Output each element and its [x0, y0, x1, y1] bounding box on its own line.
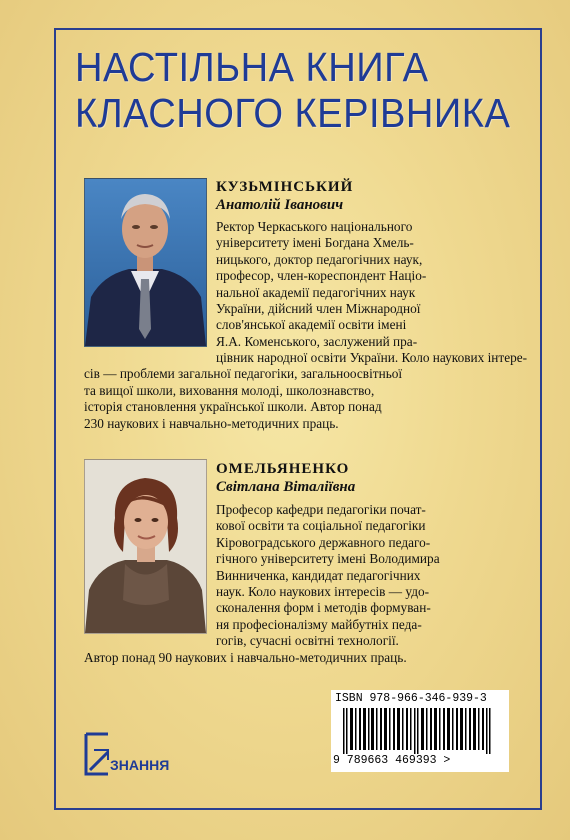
author1-given-names: Анатолій Іванович — [216, 197, 344, 213]
author1-bio-line: 230 наукових і навчально-методичних праць. — [84, 415, 339, 431]
barcode-icon — [337, 708, 501, 754]
author1-bio-line: та вищої школи, виховання молоді, школознавство, — [84, 382, 375, 398]
author2-bio-line: Професор кафедри педагогіки почат- — [216, 502, 426, 517]
author1-bio-line: сів — проблеми загальної педагогіки, загальноосвітньої — [84, 366, 403, 382]
author2-bio-line: Автор понад 90 наукових і навчально-методичних праць. — [84, 650, 407, 665]
author1-bio-line: університету імені Богдана Хмель- — [216, 235, 414, 251]
ean-number: 9 789663 469393 > — [333, 754, 451, 767]
author1-name — [216, 178, 353, 214]
author2-bio-line: Винниченка, кандидат педагогічних — [216, 567, 421, 583]
author1-bio-top — [216, 219, 426, 350]
author2-bio-line: кової освіти та соціальної педагогіки — [216, 518, 426, 534]
author1-bio-line: цівник народної освіти України. Коло наукових інтере- — [216, 350, 528, 365]
author2-surname: ОМЕЛЬЯНЕНКО — [216, 461, 350, 477]
author2-bio-line: гогів, сучасні освітні технології. — [216, 633, 399, 649]
author2-photo — [84, 459, 207, 634]
author1-bio-line: Я.А. Коменського, заслужений пра- — [216, 333, 418, 349]
author1-photo — [84, 178, 207, 347]
author1-bio-line: України, дійсний член Міжнародної — [216, 301, 421, 317]
author1-bio-line: ницького, доктор педагогічних наук, — [216, 251, 423, 267]
author1-bio-line: історія становлення української школи. Автор понад — [84, 399, 382, 415]
man-portrait-icon — [85, 179, 206, 346]
author1-bio-line: Ректор Черкаського національного — [216, 219, 413, 234]
publisher-name: ЗНАННЯ — [110, 757, 170, 773]
isbn-label: ISBN 978-966-346-939-3 — [335, 692, 487, 705]
author1-surname: КУЗЬМІНСЬКИЙ — [216, 179, 354, 195]
book-title — [75, 44, 511, 136]
author1-bio-line: нальної академії педагогічних наук — [216, 284, 416, 300]
author2-given-names: Світлана Віталіївна — [216, 479, 356, 495]
author1-bio-line: професор, член-кореспондент Націо- — [216, 268, 427, 284]
title-line-1: НАСТІЛЬНА КНИГА — [75, 44, 429, 90]
author2-name — [216, 460, 355, 496]
author2-bio-line: Кіровоградського державного педаго- — [216, 534, 431, 550]
author2-bio-line: сконалення форм і методів формуван- — [216, 600, 431, 616]
author1-bio-bottom — [84, 350, 527, 432]
author1-bio-line: слов'янської академії освіти імені — [216, 317, 407, 333]
author2-bio-line: наук. Коло наукових інтересів — удо- — [216, 584, 430, 600]
author2-bio-line: ня професіоналізму майбутніх педа- — [216, 616, 422, 632]
isbn-barcode-block — [331, 690, 509, 772]
author2-bio-line: гічного університету імені Володимира — [216, 551, 440, 567]
author2-bio-top — [216, 502, 440, 650]
author2-bio-bottom — [84, 650, 407, 666]
title-line-2: КЛАСНОГО КЕРІВНИКА — [75, 90, 511, 136]
woman-portrait-icon — [85, 460, 206, 633]
